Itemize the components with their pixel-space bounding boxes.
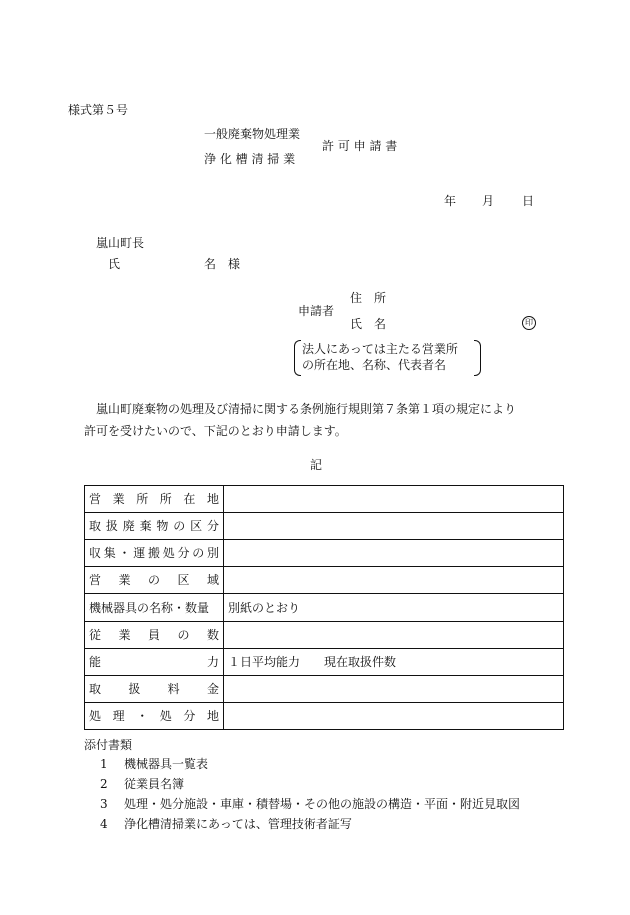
table-row: [85, 486, 564, 513]
row-value-input[interactable]: [224, 567, 564, 594]
list-item: [100, 796, 520, 812]
list-item-text: 機械器具一覧表: [124, 757, 209, 771]
left-paren-bracket: [294, 340, 301, 376]
attachments-heading: 添付書類: [84, 738, 133, 752]
row-label: 営業の区域: [85, 567, 224, 594]
row-label: 収集・運搬処分の別: [85, 540, 224, 567]
list-item-text: 浄化槽清掃業にあっては、管理技術者証写: [124, 817, 352, 831]
date-month: 月: [482, 194, 495, 208]
table-row: [85, 513, 564, 540]
form-number: 様式第５号: [68, 103, 129, 117]
date-year: 年: [444, 194, 457, 208]
row-label: 能力: [85, 649, 224, 676]
table-row: [85, 540, 564, 567]
row-value-input[interactable]: １日平均能力 現在取扱件数: [224, 649, 564, 676]
application-details-table: [84, 485, 564, 730]
list-item-number: 1: [100, 757, 108, 771]
right-paren-bracket: [474, 340, 481, 376]
list-item-number: 4: [100, 817, 108, 831]
date-day: 日: [522, 194, 535, 208]
title-line-general-waste: 一般廃棄物処理業: [204, 127, 301, 141]
row-value-input[interactable]: [224, 540, 564, 567]
title-main: 許 可 申 請 書: [322, 139, 398, 153]
row-value-input[interactable]: 別紙のとおり: [224, 594, 564, 622]
list-item-number: 2: [100, 777, 108, 791]
row-value-input[interactable]: [224, 486, 564, 513]
list-item-text: 従業員名簿: [124, 777, 185, 791]
body-text-line-2: 許可を受けたいので、下記のとおり申請します。: [84, 424, 347, 438]
row-value-input[interactable]: [224, 703, 564, 730]
row-label: 取扱廃棄物の区分: [85, 513, 224, 540]
table-row: [85, 703, 564, 730]
row-value-input[interactable]: [224, 622, 564, 649]
table-row: [85, 676, 564, 703]
list-item-text: 処理・処分施設・車庫・積替場・その他の施設の構造・平面・附近見取図: [124, 797, 521, 811]
applicant-name-label: 氏 名: [350, 317, 387, 331]
seal-mark: 印: [522, 316, 536, 330]
row-value-input[interactable]: [224, 513, 564, 540]
table-row: [85, 649, 564, 676]
row-label: 従業員の数: [85, 622, 224, 649]
table-row: [85, 622, 564, 649]
addressee-name-label: 氏: [108, 257, 121, 271]
applicant-address-label: 住 所: [350, 291, 387, 305]
row-label: 取扱料金: [85, 676, 224, 703]
ki-heading: 記: [310, 458, 323, 472]
row-label: 営業所所在地: [85, 486, 224, 513]
list-item-number: 3: [100, 797, 108, 811]
corporation-note-line-2: の所在地、名称、代表者名: [302, 358, 447, 372]
addressee-name-label-2: 名: [204, 257, 217, 271]
list-item: [100, 776, 184, 792]
table-row: [85, 594, 564, 622]
row-label: 機械器具の名称・数量: [85, 594, 224, 622]
title-line-septic-cleaning: 浄 化 槽 清 掃 業: [204, 152, 296, 166]
addressee-office: 嵐山町長: [96, 236, 145, 250]
row-label: 処理・処分地: [85, 703, 224, 730]
table-row: [85, 567, 564, 594]
body-text-line-1: 嵐山町廃棄物の処理及び清掃に関する条例施行規則第７条第１項の規定により: [96, 402, 517, 416]
list-item: [100, 816, 352, 832]
corporation-note-line-1: 法人にあっては主たる営業所: [302, 342, 458, 356]
applicant-label: 申請者: [298, 304, 335, 318]
row-value-input[interactable]: [224, 676, 564, 703]
addressee-honorific: 様: [228, 257, 241, 271]
list-item: [100, 756, 208, 772]
